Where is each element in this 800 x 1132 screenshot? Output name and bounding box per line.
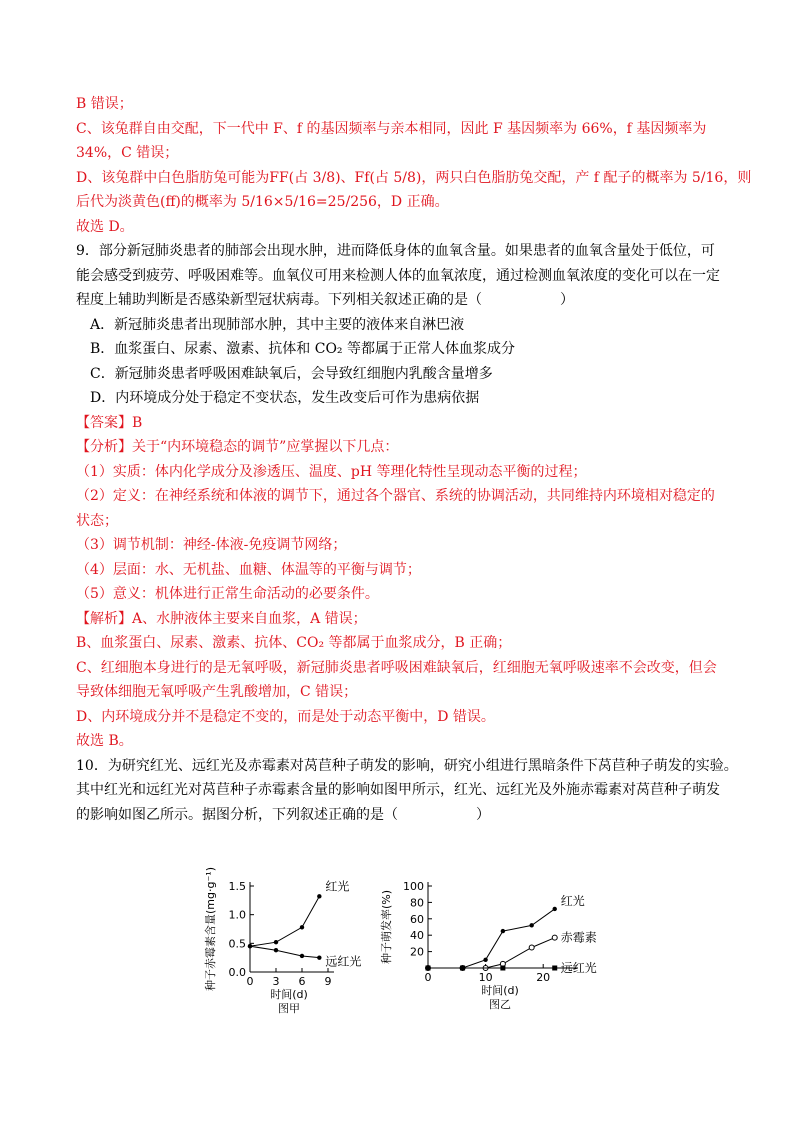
data-point [501,929,505,933]
data-point [552,935,557,940]
question-stem-line: 9．部分新冠肺炎患者的肺部会出现水肿，进而降低身体的血氧含量。如果患者的血氧含量处于低位，可 [76,243,715,259]
question-9 [76,239,726,754]
y-tick-label: 1.0 [228,908,246,922]
y-tick-label: 40 [410,929,424,943]
document-page [76,92,752,827]
y-tick-label: 60 [410,912,424,926]
y-tick-label: 0.5 [228,937,246,951]
question-stem-line: 10．为研究红光、远红光及赤霉素对莴苣种子萌发的影响，研究小组进行黑暗条件下莴苣种子萌发的实验。 [76,757,738,774]
x-tick-label: 0 [246,975,254,988]
data-point [529,923,533,927]
analysis-line: 状态； [76,512,118,529]
y-tick-label: 1.5 [228,880,246,893]
data-point [552,966,557,971]
y-tick-label: 20 [410,945,424,959]
data-point [460,966,465,971]
explanation-line: C、红细胞本身进行的是无氧呼吸，新冠肺炎患者呼吸困难缺氧后，红细胞无氧呼吸速率不会改变，但会 [76,659,717,676]
data-point [483,958,487,962]
series-line [428,909,555,968]
y-tick-label: 80 [410,896,424,910]
chart-title: 图甲 [278,1002,300,1015]
y-tick-label: 100 [403,880,424,893]
text-line: 后代为淡黄色(ff)的概率为 5/16×5/16=25/256，D 正确。 [76,194,449,210]
option-d: D．内环境成分处于稳定不变状态，发生改变后可作为患病依据 [90,390,480,406]
question-stem-line [76,288,726,313]
x-axis-label: 时间(d) [481,984,519,997]
analysis-line: （3）调节机制：神经-体液-免疫调节网络； [76,537,347,553]
x-axis-label: 时间(d) [270,988,308,1001]
question-10 [76,754,738,828]
x-tick-label: 10 [478,971,493,984]
series-label: 远红光 [325,954,362,969]
data-point [500,966,505,971]
explanation-line: 导致体细胞无氧呼吸产生乳酸增加，C 错误； [76,684,358,700]
y-tick-label: 0.0 [228,966,246,979]
chart-title: 图乙 [489,998,511,1011]
text-line: D、该兔群中白色脂肪兔可能为FF(占 3/8)、Ff(占 5/8)，两只白色脂肪兔交配，产 f 配子的概率为 5/16，则 [76,169,752,186]
series-label: 远红光 [560,961,597,975]
y-axis-label: 种子萌发率(%) [380,889,393,965]
analysis-line: （5）意义：机体进行正常生命活动的必要条件。 [76,586,379,602]
explanation-line: 【解析】A、水肿液体主要来自血浆，A 错误； [76,610,367,627]
series-line [428,938,555,968]
explanation-line: B、血浆蛋白、尿素、激素、抗体、CO₂ 等都属于血浆成分，B 正确； [76,635,512,651]
option-c: C．新冠肺炎患者呼吸困难缺氧后，会导致红细胞内乳酸含量增多 [90,365,493,382]
series-label: 红光 [560,893,585,908]
text-line: 故选 D。 [76,218,134,235]
data-point [274,948,278,952]
option-b: B．血浆蛋白、尿素、激素、抗体和 CO₂ 等都属于正常人体血浆成分 [90,341,515,357]
data-point [274,940,278,944]
data-point [248,944,252,948]
series-label: 红光 [325,879,350,894]
text-line: 34%，C 错误； [76,145,179,161]
question-stem-text: 的影响如图乙所示。据图分析，下列叙述正确的是（ [76,806,398,823]
x-tick-label: 0 [424,971,432,984]
data-point [300,925,304,929]
explanation-line: 故选 B。 [76,733,133,749]
x-tick-label: 3 [272,975,280,988]
y-axis-label: 种子赤霉素含量(mg·g⁻¹) [204,867,217,991]
data-point [426,966,431,971]
data-point [317,894,321,898]
series-line [250,896,319,946]
data-point [300,954,304,958]
question-stem-text: 程度上辅助判断是否感染新型冠状病毒。下列相关叙述正确的是（ [76,292,482,308]
question-stem-text: ） [476,806,490,823]
x-tick-label: 9 [324,975,332,988]
analysis-line: （1）实质：体内化学成分及渗透压、温度、pH 等理化特性呈现动态平衡的过程； [76,463,587,480]
text-line: C、该兔群自由交配，下一代中 F、f 的基因频率与亲本相同，因此 F 基因频率为 66%，f 基因频率为 [76,120,707,137]
answer-line: 【答案】B [76,414,143,431]
data-point [529,945,534,950]
analysis-line: （4）层面：水、无机盐、血糖、体温等的平衡与调节； [76,561,421,578]
question-stem-text: ） [560,292,574,308]
x-tick-label: 6 [298,975,306,988]
data-point [553,907,557,911]
option-a: A．新冠肺炎患者出现肺部水肿，其中主要的液体来自淋巴液 [90,316,465,333]
series-label: 赤霉素 [560,930,597,945]
previous-answer-block [76,92,752,239]
analysis-line: 【分析】关于“内环境稳态的调节”应掌握以下几点： [76,439,399,455]
text-line: B 错误； [76,96,133,112]
explanation-line: D、内环境成分并不是稳定不变的，而是处于动态平衡中，D 错误。 [76,708,495,725]
analysis-line: （2）定义：在神经系统和体液的调节下，通过各个器官、系统的协调活动，共同维持内环境相对稳定的 [76,488,715,504]
series-line [250,946,319,957]
x-tick-label: 20 [536,971,551,984]
figure-charts [196,862,636,1022]
figure-area [196,862,636,1022]
data-point [317,955,321,959]
question-stem-line: 能会感受到疲劳、呼吸困难等。血氧仪可用来检测人体的血氧浓度，通过检测血氧浓度的变化可以在一定 [76,267,720,284]
question-stem-line [76,803,726,828]
question-stem-line: 其中红光和远红光对莴苣种子赤霉素含量的影响如图甲所示，红光、远红光及外施赤霉素对莴苣种子萌发 [76,782,720,798]
